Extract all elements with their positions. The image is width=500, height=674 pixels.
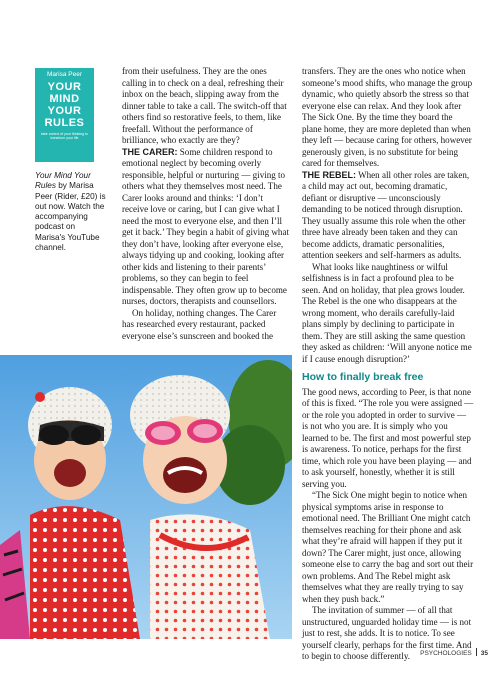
paragraph: THE REBEL: When all other roles are taken, a child may act out, becoming dramatic, defiant or disruptive — unconsciously demanding to be noticed through disruption. They usually assume this role when the other three have already been taken and they can become addicts, dramatic personalities, attention seekers and self-harmers as adults. [302, 169, 470, 260]
paragraph: The good news, according to Peer, is that none of this is fixed. “The role you were assigned — or the role you adopted in order to survive — is not who you are. It is simply who you learned to be. The first and most powerful step is awareness. To notice, perhaps for the first time, which role you have been playing — and to ask yourself, honestly, whether it is still serving you. [302, 386, 474, 489]
book-title-line-1: YOUR [47, 81, 82, 93]
footer-divider [476, 648, 477, 656]
book-caption [35, 171, 107, 253]
book-author: Marisa Peer [46, 71, 83, 78]
article-column-right [302, 66, 474, 663]
article-column-left [122, 66, 290, 342]
paragraph: “The Sick One might begin to notice when physical symptoms arise in response to emotional need. The Brilliant One might catch themselves reaching for their phone and ask what they’re afraid will happen if they put it down? The Carer might, just once, allowing someone else to carry the bag and sort out their own problems. And The Rebel might ask themselves what they are really trying to say when they push back.” [302, 490, 474, 604]
paragraph: from their usefulness. They are the ones calling in to check on a deal, refreshing their inbox on the beach, slipping away from the dinner table to take a call. The switch-off that others find so restorative feels, to them, like freefall. Without the performance of brilliance, who exactly are they? [122, 66, 287, 145]
book-title-line-2: MIND [49, 93, 80, 105]
paragraph: transfers. They are the ones who notice when someone’s mood shifts, who manage the group dynamic, who quietly absorb the stress so that everyone else can relax. And they look after The Sick One. By the time they board the plane home, they are more depleted than when they left — because caring for others, however generously given, is no substitute for being cared for themselves. [302, 66, 473, 168]
section-lead-carer: THE CARER: [122, 146, 178, 157]
book-title-line-3: YOUR [47, 105, 82, 117]
caption-body: by Marisa Peer (Rider, £20) is out now. Watch the accompanying podcast on Marisa's YouTube channel. [35, 181, 106, 253]
page-number: 35 [480, 650, 488, 657]
page-footer [420, 648, 488, 657]
paragraph: The invitation of summer — of all that unstructured, unguarded holiday time — is not just to rest, she adds. It is to notice. To see yourself clearly, perhaps for the first time. And to begin to choose differently. [302, 605, 472, 661]
photo-laughing-girls [0, 355, 292, 639]
book-cover [35, 68, 94, 162]
magazine-name: PSYCHOLOGIES [420, 650, 472, 657]
book-title-line-4: RULES [44, 117, 85, 129]
caption-book-title: Your Mind Your Rules [35, 171, 91, 191]
paragraph: On holiday, nothing changes. The Carer has researched every restaurant, packed everyone else’s sunscreen and booked the [122, 307, 277, 341]
paragraph: THE CARER: Some children respond to emotional neglect by becoming overly responsible, helpful or nurturing — giving to others what they themselves most need. The Carer looks around and thinks: ‘I don’t receive love or caring, but I can give what I need the most to everyone else, and then I’ll get it back.’ They begin a habit of giving what they don’t have, looking after everyone else, always tidying up and cooking, looking after other kids and listening to their parents’ problems, so they can begin to feel indispensable. They often grow up to become nurses, doctors, therapists and counsellors. [122, 146, 289, 306]
book-tagline: take control of your thinking to transform your life [41, 132, 88, 140]
section-subheading: How to finally break free [302, 371, 424, 383]
paragraph: What looks like naughtiness or wilful selfishness is in fact a profound plea to be seen. And on holiday, that plea grows louder. The Rebel is the one who disappears at the wrong moment, who derails carefully-laid plans simply by declining to participate in them. They are still asking the same question they asked as children: ‘Will anyone notice me if I cause enough disruption?’ [302, 261, 472, 364]
section-lead-rebel: THE REBEL: [302, 169, 356, 180]
